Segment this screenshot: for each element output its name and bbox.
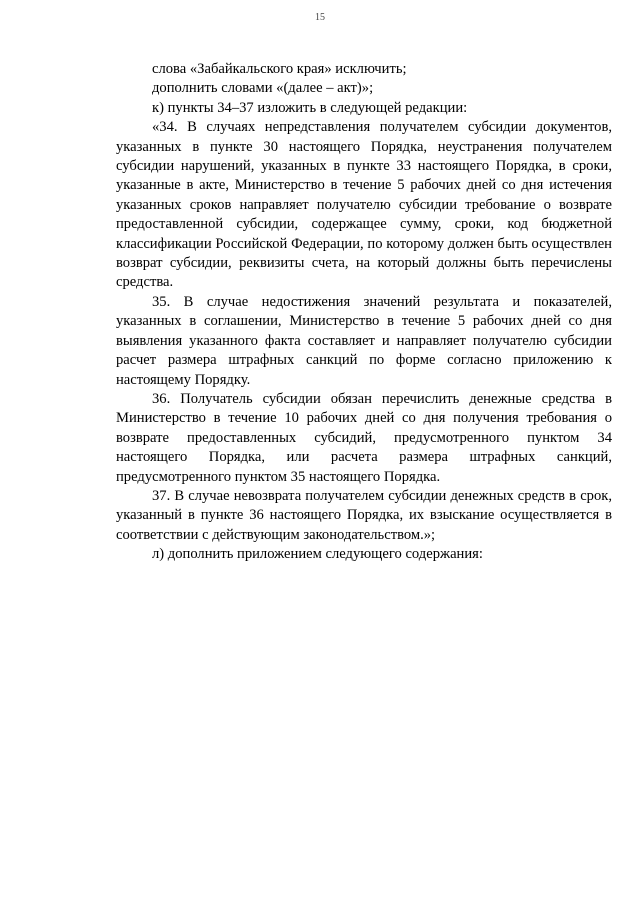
paragraph-item-36: 36. Получатель субсидии обязан перечислить денежные средства в Министерство в течение 10 рабочих дней со дня получения требования о возврате предоставленных субсидий, предусмотренного пунктом 34 настоящего Порядка, или расчета размера штрафных санкций, предусмотренного пунктом 35 настоящего Порядка. xyxy=(116,390,612,485)
page-number: 15 xyxy=(315,12,325,23)
paragraph-l-amendment: л) дополнить приложением следующего содержания: xyxy=(152,546,483,563)
paragraph-delete-words: слова «Забайкальского края» исключить; xyxy=(152,61,407,77)
paragraph-item-37: 37. В случае невозврата получателем субсидии денежных средств в срок, указанный в пункте 36 настоящего Порядка, их взыскание осуществляется в соответствии с действующим законодательством.»; xyxy=(116,487,612,543)
paragraph-item-34: «34. В случаях непредставления получателем субсидии документов, указанных в пункте 30 настоящего Порядка, неустранения получателем субсидии нарушений, указанных в пункте 33 настоящего Порядка, в сроки, указанные в акте, Министерство в течение 5 рабочих дней со дня истечения указанных сроков направляет получателю субсидии требование о возврате предоставленной субсидии, содержащее сумму, сроки, код бюджетной классификации Российской Федерации, по которому должен быть осуществлен возврат субсидии, реквизиты счета, на который должны быть перечислены средства. xyxy=(116,119,612,291)
paragraph-add-words: дополнить словами «(далее – акт)»; xyxy=(152,80,374,97)
paragraph-item-35: 35. В случае недостижения значений результата и показателей, указанных в соглашении, Министерство в течение 5 рабочих дней со дня выявления указанного факта составляет и направляет получателю субсидии расчет размера штрафных санкций по форме согласно приложению к настоящему Порядку. xyxy=(116,293,612,388)
paragraph-k-amendment: к) пункты 34–37 изложить в следующей редакции: xyxy=(152,99,468,116)
document-body xyxy=(116,60,612,565)
